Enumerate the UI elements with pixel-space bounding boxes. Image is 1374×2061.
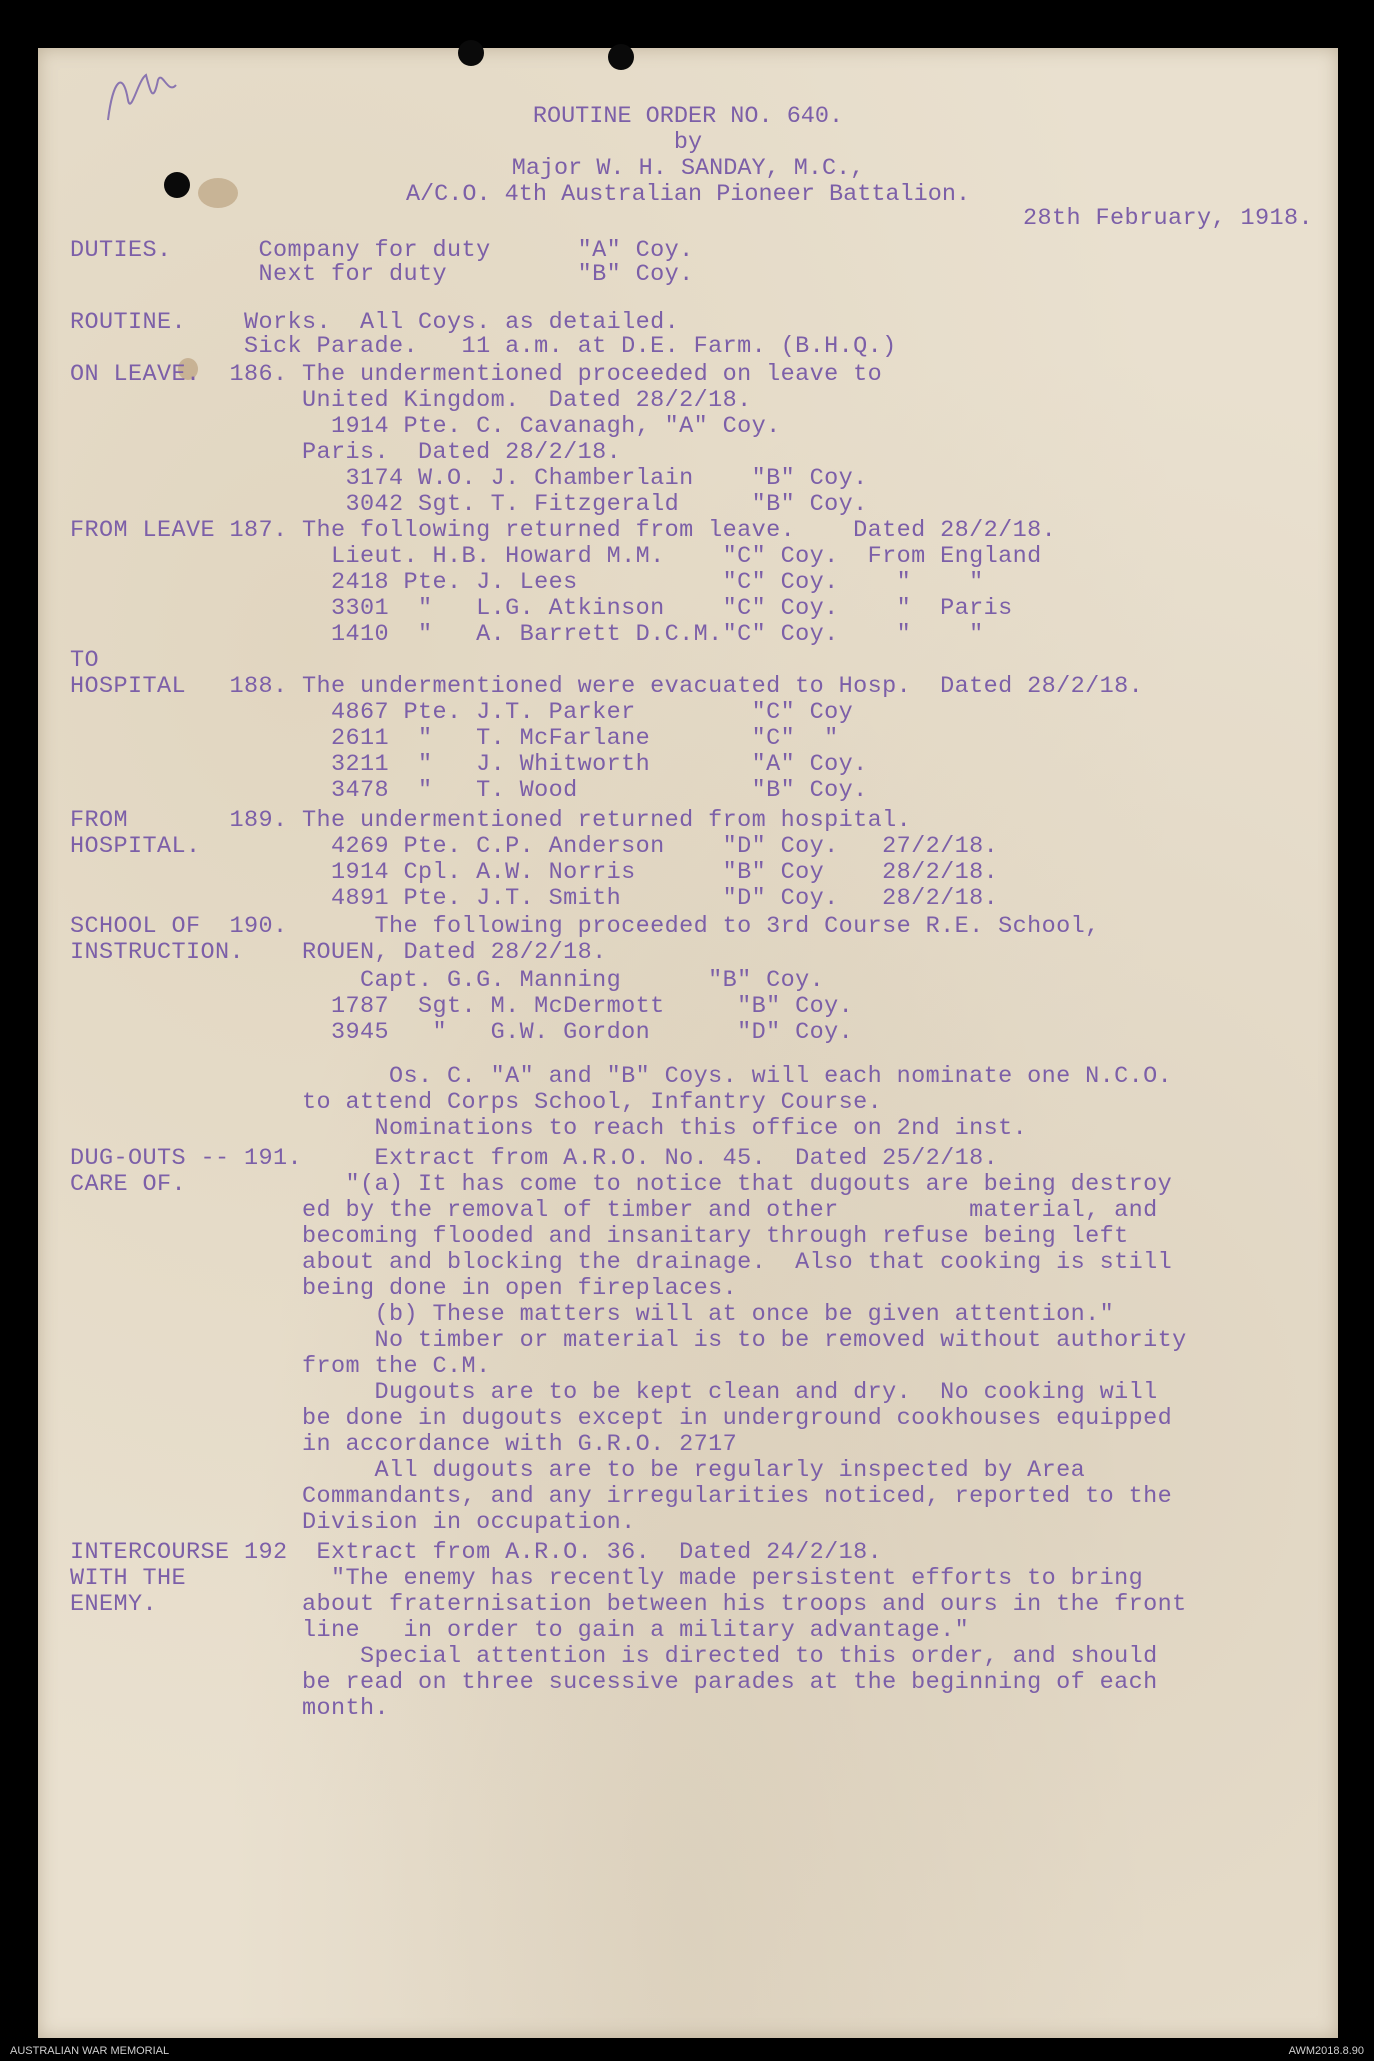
- order-line: Capt. G.G. Manning "B" Coy.: [70, 967, 825, 994]
- order-line: ed by the removal of timber and other material, and: [70, 1197, 1158, 1224]
- order-line: 3945 " G.W. Gordon "D" Coy.: [70, 1019, 854, 1046]
- order-line: Commandants, and any irregularities noticed, reported to the: [70, 1483, 1173, 1510]
- order-line: All dugouts are to be regularly inspected by Area: [70, 1457, 1086, 1484]
- order-line: SCHOOL OF 190. The following proceeded to 3rd Course R.E. School,: [70, 913, 1100, 940]
- order-line: 3174 W.O. J. Chamberlain "B" Coy.: [70, 465, 868, 492]
- order-title: ROUTINE ORDER NO. 640.: [532, 103, 844, 130]
- order-line: Next for duty "B" Coy.: [70, 261, 694, 288]
- order-line: WITH THE "The enemy has recently made persistent efforts to bring: [70, 1565, 1144, 1592]
- order-line: No timber or material is to be removed without authority: [70, 1327, 1187, 1354]
- order-line: from the C.M.: [70, 1353, 491, 1380]
- order-line: about and blocking the drainage. Also that cooking is still: [70, 1249, 1173, 1276]
- order-line: United Kingdom. Dated 28/2/18.: [70, 387, 752, 414]
- order-line: 2611 " T. McFarlane "C" ": [70, 725, 839, 752]
- order-line: 3211 " J. Whitworth "A" Coy.: [70, 751, 868, 778]
- order-line: INTERCOURSE 192 Extract from A.R.O. 36. Dated 24/2/18.: [70, 1539, 883, 1566]
- order-line: 4867 Pte. J.T. Parker "C" Coy: [70, 699, 854, 726]
- order-line: Paris. Dated 28/2/18.: [70, 439, 622, 466]
- order-line: TO: [70, 647, 100, 674]
- order-line: 1914 Cpl. A.W. Norris "B" Coy 28/2/18.: [70, 859, 999, 886]
- footer-credit: AUSTRALIAN WAR MEMORIAL: [10, 2045, 170, 2057]
- order-line: FROM LEAVE 187. The following returned from leave. Dated 28/2/18.: [70, 517, 1057, 544]
- order-line: 1410 " A. Barrett D.C.M."C" Coy. " ": [70, 621, 984, 648]
- order-line: 1787 Sgt. M. McDermott "B" Coy.: [70, 993, 854, 1020]
- order-line: ROUTINE. Works. All Coys. as detailed.: [70, 309, 680, 336]
- order-line: INSTRUCTION. ROUEN, Dated 28/2/18.: [70, 939, 607, 966]
- order-line: be done in dugouts except in underground cookhouses equipped: [70, 1405, 1173, 1432]
- order-line: DUG-OUTS -- 191. Extract from A.R.O. No. 45. Dated 25/2/18.: [70, 1145, 999, 1172]
- order-line: HOSPITAL. 4269 Pte. C.P. Anderson "D" Coy. 27/2/18.: [70, 833, 999, 860]
- order-line: Dugouts are to be kept clean and dry. No cooking will: [70, 1379, 1158, 1406]
- order-line: ON LEAVE. 186. The undermentioned proceeded on leave to: [70, 361, 883, 388]
- order-line: becoming flooded and insanitary through refuse being left: [70, 1223, 1129, 1250]
- order-line: line in order to gain a military advantage.": [70, 1617, 970, 1644]
- order-date: 28th February, 1918.: [1023, 205, 1314, 232]
- order-line: Sick Parade. 11 a.m. at D.E. Farm. (B.H.Q.): [70, 333, 897, 360]
- order-line: 3478 " T. Wood "B" Coy.: [70, 777, 868, 804]
- order-line: DUTIES. Company for duty "A" Coy.: [70, 237, 694, 264]
- order-line: 1914 Pte. C. Cavanagh, "A" Coy.: [70, 413, 781, 440]
- order-line: ENEMY. about fraternisation between his troops and ours in the front: [70, 1591, 1187, 1618]
- order-line: FROM 189. The undermentioned returned from hospital.: [70, 807, 912, 834]
- order-line: (b) These matters will at once be given attention.": [70, 1301, 1115, 1328]
- document-page: [38, 48, 1338, 2038]
- order-line: Special attention is directed to this order, and should: [70, 1643, 1158, 1670]
- punch-hole: [608, 44, 634, 70]
- order-line: Lieut. H.B. Howard M.M. "C" Coy. From England: [70, 543, 1042, 570]
- order-line: 4891 Pte. J.T. Smith "D" Coy. 28/2/18.: [70, 885, 999, 912]
- order-line: 3042 Sgt. T. Fitzgerald "B" Coy.: [70, 491, 868, 518]
- order-line: Division in occupation.: [70, 1509, 636, 1536]
- punch-hole: [458, 40, 484, 66]
- order-line: Os. C. "A" and "B" Coys. will each nominate one N.C.O.: [70, 1063, 1173, 1090]
- order-line: Nominations to reach this office on 2nd inst.: [70, 1115, 1028, 1142]
- order-line: 2418 Pte. J. Lees "C" Coy. " ": [70, 569, 984, 596]
- order-line: in accordance with G.R.O. 2717: [70, 1431, 738, 1458]
- order-line: be read on three sucessive parades at the beginning of each: [70, 1669, 1158, 1696]
- footer-reference: AWM2018.8.90: [1288, 2045, 1364, 2057]
- order-line: month.: [70, 1695, 390, 1722]
- unit-name: A/C.O. 4th Australian Pioneer Battalion.: [405, 181, 971, 208]
- order-line: HOSPITAL 188. The undermentioned were evacuated to Hosp. Dated 28/2/18.: [70, 673, 1144, 700]
- order-line: CARE OF. "(a) It has come to notice that dugouts are being destroy: [70, 1171, 1173, 1198]
- order-line: 3301 " L.G. Atkinson "C" Coy. " Paris: [70, 595, 1013, 622]
- order-by: by: [673, 129, 703, 156]
- order-line: to attend Corps School, Infantry Course.: [70, 1089, 883, 1116]
- order-line: being done in open fireplaces.: [70, 1275, 738, 1302]
- officer-name: Major W. H. SANDAY, M.C.,: [511, 155, 865, 182]
